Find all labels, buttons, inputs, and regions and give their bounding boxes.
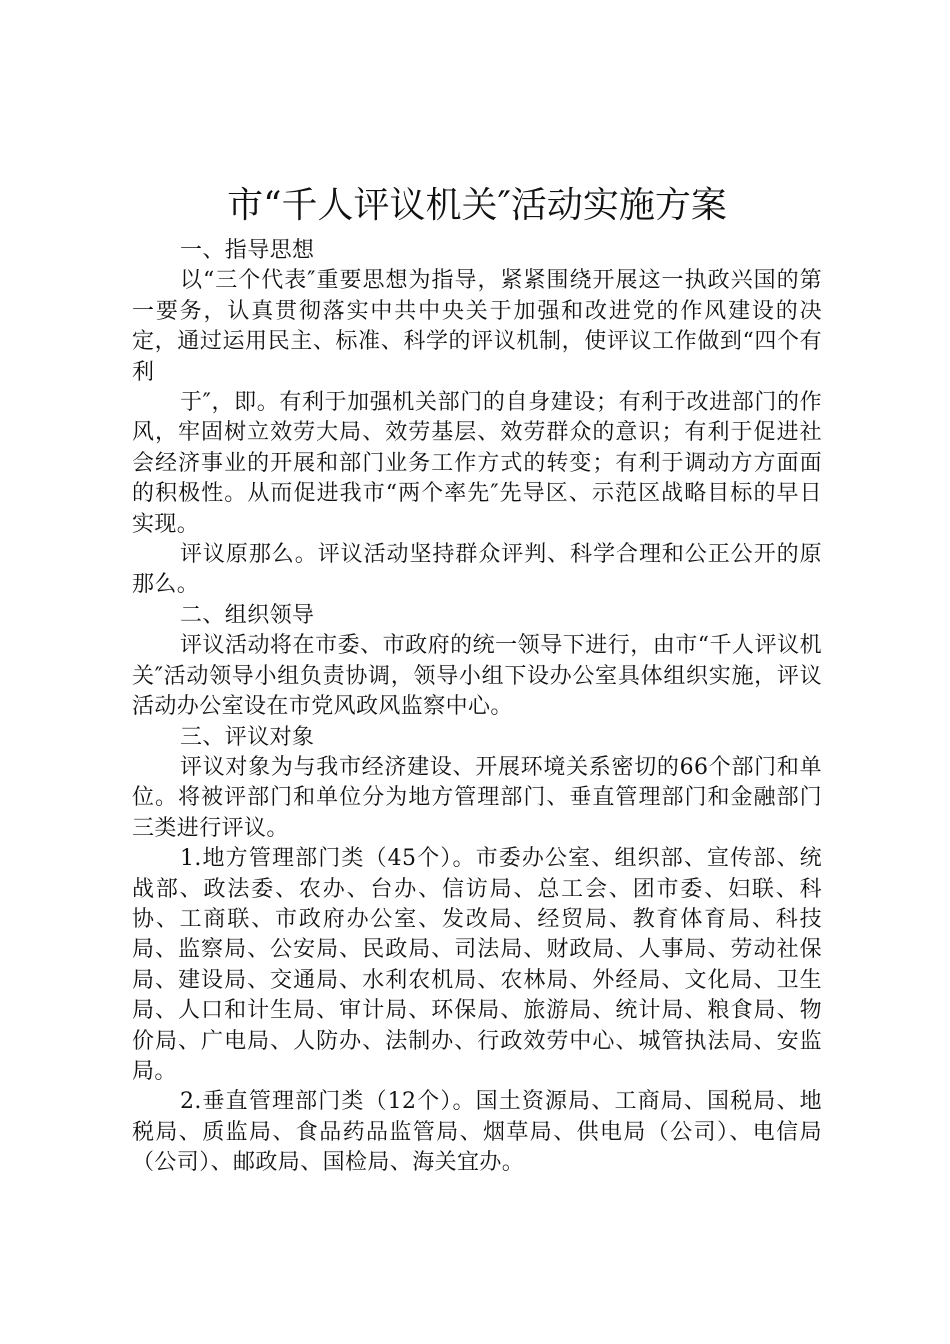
document-page [132,178,822,1179]
paragraph-organization-body: 评议活动将在市委、市政府的统一领导下进行，由市“千人评议机关″活动领导小组负责协调，领导小组下设办公室具体组织实施，评议活动办公室设在市党风政风监察中心。 [132,633,822,720]
section-heading-evaluation-targets: 三、评议对象 [180,724,315,750]
paragraph-local-departments: 1.地方管理部门类（45个）。市委办公室、组织部、宣传部、统战部、政法委、农办、台办、信访局、总工会、团市委、妇联、科协、工商联、市政府办公室、发改局、经贸局、教育体育局、科技局、监察局、公安局、民政局、司法局、财政局、人事局、劳动社保局、建设局、交通局、水利农机局、农林局、外经局、文化局、卫生局、人口和计生局、审计局、环保局、旅游局、统计局、粮食局、物价局、广电局、人防办、法制办、行政效劳中心、城管执法局、安监局。 [132,846,822,1084]
paragraph-evaluation-targets-body: 评议对象为与我市经济建设、开展环境关系密切的66个部门和单位。将被评部门和单位分为地方管理部门、垂直管理部门和金融部门三类进行评议。 [132,754,822,841]
paragraph-vertical-departments: 2.垂直管理部门类（12个）。国土资源局、工商局、国税局、地税局、质监局、食品药品监管局、烟草局、供电局（公司）、电信局（公司）、邮政局、国检局、海关宜办。 [132,1089,822,1176]
document-title: 市“千人评议机关″活动实施方案 [227,185,727,226]
section-heading-guiding-thought: 一、指导思想 [180,238,315,263]
section-heading-organization: 二、组织领导 [180,602,315,628]
paragraph-guiding-thought-body: 以“三个代表″重要思想为指导，紧紧围绕开展这一执政兴国的第一要务，认真贯彻落实中共中央关于加强和改进党的作风建设的决定，通过运用民主、标准、科学的评议机制，使评议工作做到“四个有利 [132,268,822,385]
paragraph-guiding-thought-continued: 于″，即。有利于加强机关部门的自身建设；有利于改进部门的作风，牢固树立效劳大局、效劳基层、效劳群众的意识；有利于促进社会经济事业的开展和部门业务工作方式的转变；有利于调动方方面面的积极性。从而促进我市“两个率先″先导区、示范区战略目标的早日实现。 [132,390,822,537]
paragraph-evaluation-principle: 评议原那么。评议活动坚持群众评判、科学合理和公正公开的原那么。 [132,542,822,598]
